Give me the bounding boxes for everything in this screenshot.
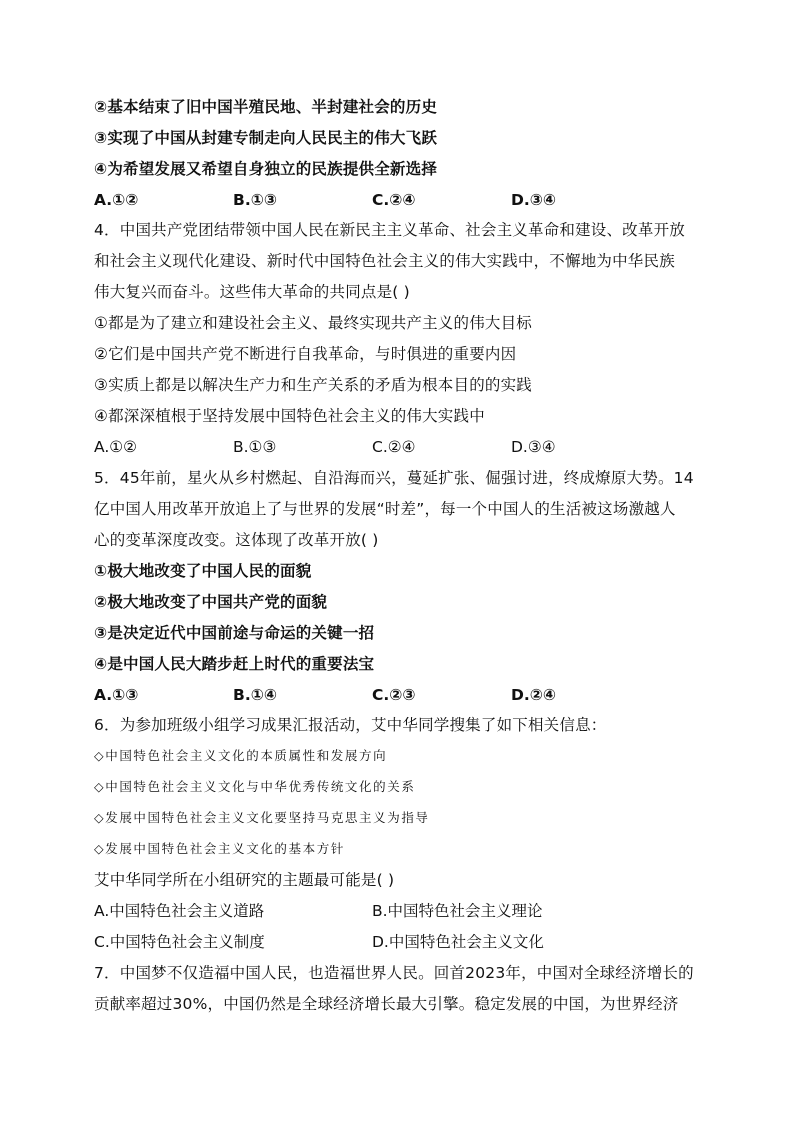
q5-statement-3: ③是决定近代中国前途与命运的关键一招 xyxy=(94,624,375,642)
option-d[interactable]: D.③④ xyxy=(511,438,556,456)
q6-info-item-3: ◇发展中国特色社会主义文化要坚持马克思主义为指导 xyxy=(94,810,430,825)
option-b[interactable]: B.中国特色社会主义理论 xyxy=(372,902,543,920)
option-b[interactable]: B.①④ xyxy=(233,686,277,704)
q6-info-item-2: ◇中国特色社会主义文化与中华优秀传统文化的关系 xyxy=(94,779,416,794)
q6-stem-line-2: 艾中华同学所在小组研究的主题最可能是( ) xyxy=(94,871,395,889)
option-a[interactable]: A.①③ xyxy=(94,686,139,704)
q5-options xyxy=(94,684,714,706)
q5-stem-line-1: 5．45年前，星火从乡村燃起、自沿海而兴，蔓延扩张、倔强讨进，终成燎原大势。14 xyxy=(94,469,694,487)
option-c[interactable]: C.②④ xyxy=(372,438,416,456)
option-a[interactable]: A.中国特色社会主义道路 xyxy=(94,902,265,920)
q5-stem-line-3: 心的变革深度改变。这体现了改革开放( ) xyxy=(94,531,379,549)
option-b[interactable]: B.①③ xyxy=(233,191,277,209)
q6-stem-line-1: 6．为参加班级小组学习成果汇报活动，艾中华同学搜集了如下相关信息： xyxy=(94,716,607,734)
q4-statement-4: ④都深深植根于坚持发展中国特色社会主义的伟大实践中 xyxy=(94,407,485,425)
q4-stem-line-2: 和社会主义现代化建设、新时代中国特色社会主义的伟大实践中，不懈地为中华民族 xyxy=(94,252,675,270)
q5-statement-4: ④是中国人民大踏步赶上时代的重要法宝 xyxy=(94,655,375,673)
option-c[interactable]: C.②④ xyxy=(372,191,416,209)
q4-statement-1: ①都是为了建立和建设社会主义、最终实现共产主义的伟大目标 xyxy=(94,314,532,332)
q4-statement-3: ③实质上都是以解决生产力和生产关系的矛盾为根本目的的实践 xyxy=(94,376,532,394)
q3-statement-3: ③实现了中国从封建专制走向人民民主的伟大飞跃 xyxy=(94,129,438,147)
q4-options xyxy=(94,436,714,458)
q3-statement-2: ②基本结束了旧中国半殖民地、半封建社会的历史 xyxy=(94,98,438,116)
option-d[interactable]: D.中国特色社会主义文化 xyxy=(372,933,544,951)
q3-statement-4: ④为希望发展又希望自身独立的民族提供全新选择 xyxy=(94,160,438,178)
q5-statement-2: ②极大地改变了中国共产党的面貌 xyxy=(94,593,328,611)
option-c[interactable]: C.中国特色社会主义制度 xyxy=(94,933,265,951)
option-b[interactable]: B.①③ xyxy=(233,438,277,456)
q5-statement-1: ①极大地改变了中国人民的面貌 xyxy=(94,562,312,580)
option-d[interactable]: D.③④ xyxy=(511,191,557,209)
q6-options-row-2 xyxy=(94,931,714,953)
option-a[interactable]: A.①② xyxy=(94,438,138,456)
option-d[interactable]: D.②④ xyxy=(511,686,557,704)
q7-stem-line-1: 7．中国梦不仅造福中国人民，也造福世界人民。回首2023年，中国对全球经济增长的 xyxy=(94,964,694,982)
q4-stem-line-3: 伟大复兴而奋斗。这些伟大革命的共同点是( ) xyxy=(94,283,410,301)
q3-options xyxy=(94,189,714,211)
q6-info-item-1: ◇中国特色社会主义文化的本质属性和发展方向 xyxy=(94,748,388,763)
q6-info-item-4: ◇发展中国特色社会主义文化的基本方针 xyxy=(94,841,345,856)
q4-stem-line-1: 4．中国共产党团结带领中国人民在新民主主义革命、社会主义革命和建设、改革开放 xyxy=(94,221,685,239)
q7-stem-line-2: 贡献率超过30%，中国仍然是全球经济增长最大引擎。稳定发展的中国，为世界经济 xyxy=(94,995,679,1013)
q4-statement-2: ②它们是中国共产党不断进行自我革命，与时俱进的重要内因 xyxy=(94,345,517,363)
option-a[interactable]: A.①② xyxy=(94,191,139,209)
q6-options-row-1 xyxy=(94,900,714,922)
option-c[interactable]: C.②③ xyxy=(372,686,416,704)
q5-stem-line-2: 亿中国人用改革开放追上了与世界的发展“时差”，每一个中国人的生活被这场激越人 xyxy=(94,500,676,518)
